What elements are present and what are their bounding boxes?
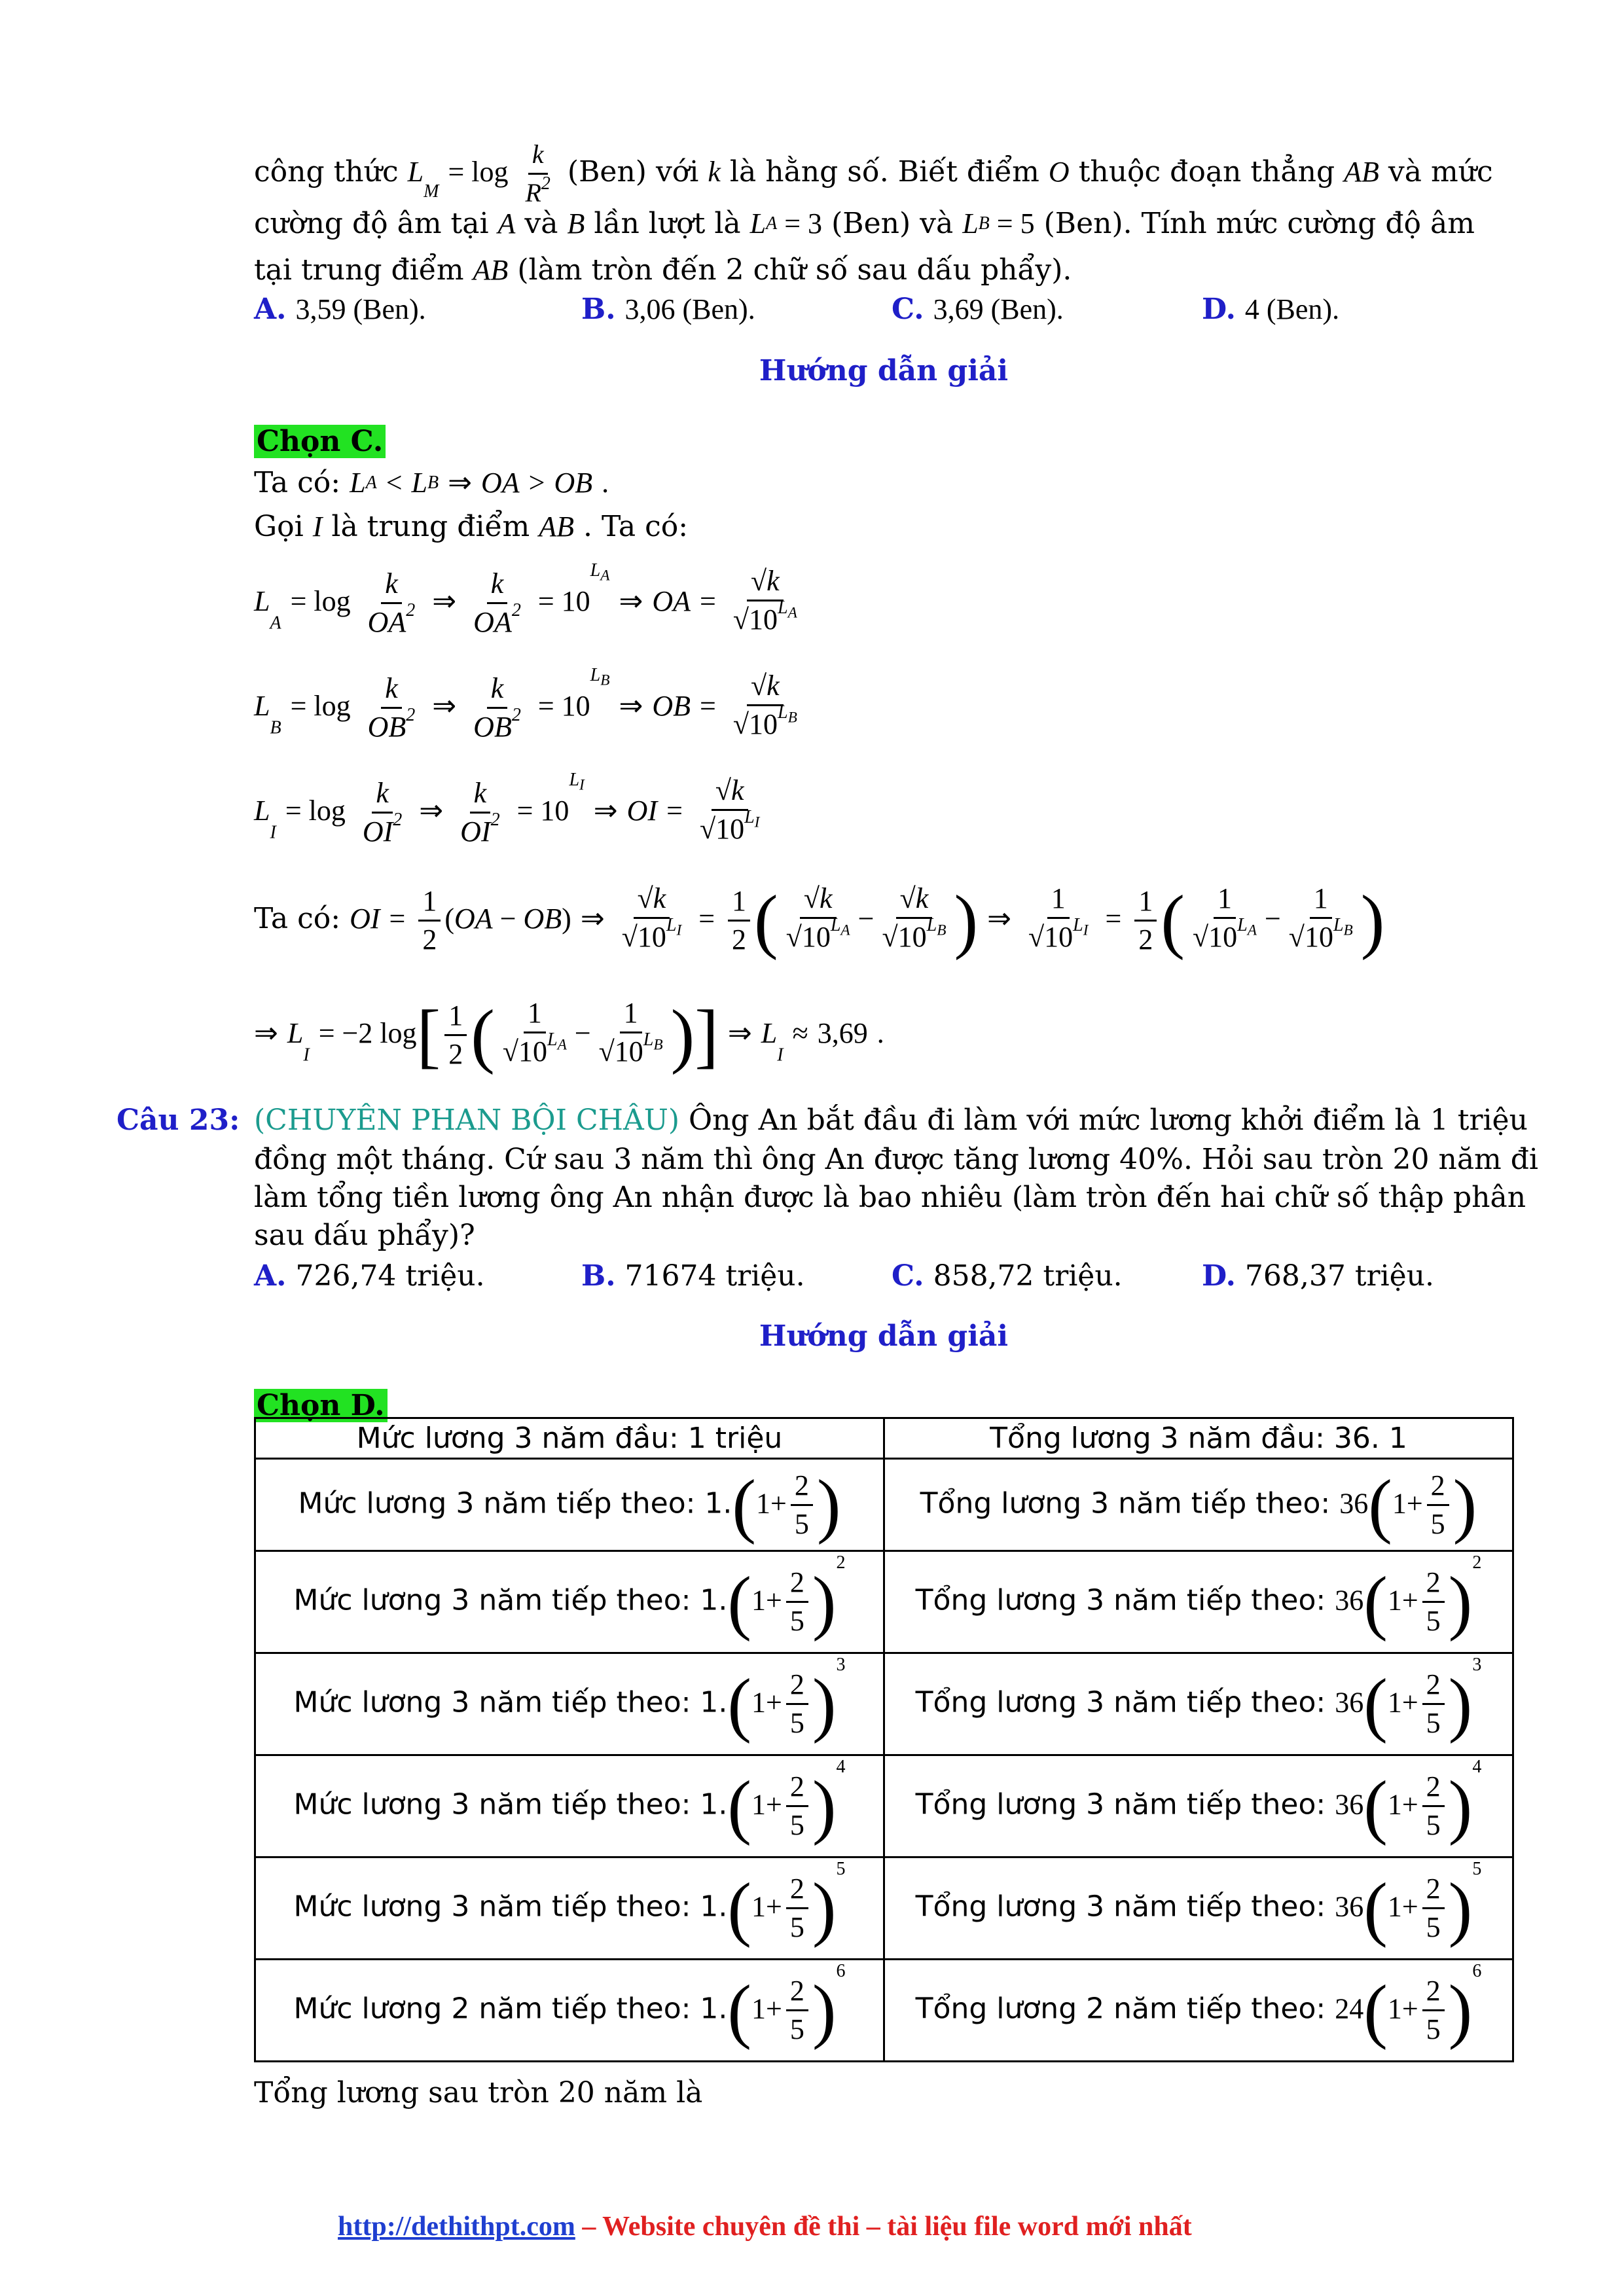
q23-answer-c: C. 858,72 triệu.: [892, 1259, 1123, 1293]
intro-text: là hằng số. Biết điểm: [729, 155, 1039, 188]
q23-line-2: đồng một tháng. Cứ sau 3 năm thì ông An được tăng lương 40%. Hỏi sau tròn 20 năm đi: [254, 1143, 1538, 1176]
intro-text: thuộc đoạn thẳng: [1078, 155, 1335, 188]
table-row: Mức lương 3 năm tiếp theo: 1.(1+ $\frac{2}{5}$ ) Tổng lương 3 năm tiếp theo: 36(1+ $\frac{2}{5}$ ): [255, 1459, 1513, 1551]
q22-answer-a: A. 3,59 (Ben).: [254, 293, 426, 326]
table-row: Mức lương 3 năm tiếp theo: 1.(1+ $\frac{2}{5}$ )$^3$ Tổng lương 3 năm tiếp theo: 36(1+ $\frac{2}{5}$ )$^3$: [255, 1653, 1513, 1755]
footer-link[interactable]: http://dethithpt.com: [338, 2212, 575, 2242]
q23-answer-b: B. 71674 triệu.: [581, 1259, 805, 1293]
intro-text: (làm tròn đến 2 chữ số sau dấu phẩy).: [517, 253, 1072, 287]
q22-answer-d: D. 4 (Ben).: [1202, 293, 1340, 326]
intro-text: công thức: [254, 155, 399, 188]
intro-text: lần lượt là: [594, 207, 741, 240]
intro-text: cường độ âm tại: [254, 207, 489, 240]
intro-text: (Ben). Tính mức cường độ âm: [1043, 207, 1475, 240]
intro-text: (Ben) và: [831, 207, 954, 240]
table-row: Mức lương 2 năm tiếp theo: 1.(1+ $\frac{2}{5}$ )$^6$ Tổng lương 2 năm tiếp theo: 24(1+ $\frac{2}{5}$ )$^6$: [255, 1960, 1513, 2062]
table-header-row: [255, 1418, 1513, 1459]
formula-oi: Ta có: OI = $\frac{1}{2}$ (OA − OB) ⇒ $\frac{√k}{√10^{L_I}}$ = $\frac{1}{2}$ ( $\frac{√k}{√10^{L_A}}$ − $\frac{√k}{√10^{L_B}}$ ) ⇒ $\frac{1}{√10^{L_I}}$ = $\frac{1}{2}$ ( $\frac{1}{√10^{L_A}}$ − $\frac{1}{√10^{L_B}}$ ): [254, 880, 1385, 961]
q22-answer-b: B. 3,06 (Ben).: [581, 293, 755, 326]
q22-guide-heading: Hướng dẫn giải: [759, 354, 1009, 387]
formula-li: LI = log $\frac{k}{OI^2}$ ⇒ $\frac{k}{OI^2}$ = $10^{L_I}$ ⇒ OI = $\frac{√k}{√10^{L_I}}$: [254, 770, 760, 848]
intro-text: tại trung điểm: [254, 253, 464, 287]
intro-text: và mức: [1388, 155, 1493, 188]
q23-label: Câu 23:: [117, 1103, 240, 1137]
q23-choice: Chọn D.: [254, 1386, 388, 1426]
footer-tagline: – Website chuyên đề thi – tài liệu file word mới nhất: [575, 2212, 1192, 2242]
q23-line-1: (CHUYÊN PHAN BỘI CHÂU) Ông An bắt đầu đi làm với mức lương khởi điểm là 1 triệu: [254, 1103, 1528, 1137]
q22-step-2: Gọi I là trung điểm AB . Ta có:: [254, 510, 689, 543]
intro-text: và: [524, 207, 558, 240]
formula-lb: LB = log $\frac{k}{OB^2}$ ⇒ $\frac{k}{OB^2}$ = $10^{L_B}$ ⇒ OB = $\frac{√k}{√10^{L_B}}$: [254, 665, 797, 743]
formula-li-result: ⇒ LI = −2 log[ $\frac{1}{2}$ ( $\frac{1}{√10^{L_A}}$ − $\frac{1}{√10^{L_B}}$ )] ⇒ LI ≈ 3,69 .: [254, 995, 884, 1075]
q22-answer-c: C. 3,69 (Ben).: [892, 293, 1064, 326]
table-row: Mức lương 3 năm tiếp theo: 1.(1+ $\frac{2}{5}$ )$^5$ Tổng lương 3 năm tiếp theo: 36(1+ $\frac{2}{5}$ )$^5$: [255, 1857, 1513, 1960]
q22-step-1: Ta có: LA < LB ⇒ OA > OB .: [254, 466, 609, 499]
salary-table: [254, 1417, 1514, 2062]
intro-line-1: công thức LM = log $\frac{k}{R^2}$ (Ben) với k là hằng số. Biết điểm O thuộc đoạn thẳng AB và mức: [254, 136, 1493, 211]
q23-line-3: làm tổng tiền lương ông An nhận được là bao nhiêu (làm tròn đến hai chữ số thập phân: [254, 1181, 1526, 1214]
q22-choice: Chọn C.: [254, 422, 386, 461]
q23-answer-a: A. 726,74 triệu.: [254, 1259, 485, 1293]
table-header-left: Mức lương 3 năm đầu: 1 triệu: [255, 1418, 884, 1459]
formula-la: LA = log $\frac{k}{OA^2}$ ⇒ $\frac{k}{OA^2}$ = $10^{L_A}$ ⇒ OA = $\frac{√k}{√10^{L_A}}$: [254, 560, 797, 638]
intro-line-3: tại trung điểm AB (làm tròn đến 2 chữ số sau dấu phẩy).: [254, 253, 1072, 287]
footer: [338, 2211, 1192, 2242]
q23-guide-heading: Hướng dẫn giải: [759, 1319, 1009, 1353]
intro-line-2: cường độ âm tại A và B lần lượt là LA = 3 (Ben) và LB = 5 (Ben). Tính mức cường độ âm: [254, 207, 1475, 240]
table-row: Mức lương 3 năm tiếp theo: 1.(1+ $\frac{2}{5}$ )$^4$ Tổng lương 3 năm tiếp theo: 36(1+ $\frac{2}{5}$ )$^4$: [255, 1755, 1513, 1857]
table-row: Mức lương 3 năm tiếp theo: 1.(1+ $\frac{2}{5}$ )$^2$ Tổng lương 3 năm tiếp theo: 36(1+ $\frac{2}{5}$ )$^2$: [255, 1551, 1513, 1653]
q23-line-4: sau dấu phẩy)?: [254, 1219, 475, 1252]
intro-text: (Ben) với: [567, 155, 699, 188]
table-header-right: Tổng lương 3 năm đầu: 36. 1: [884, 1418, 1513, 1459]
q23-answer-d: D. 768,37 triệu.: [1202, 1259, 1434, 1293]
closing-line: Tổng lương sau tròn 20 năm là: [254, 2076, 703, 2109]
